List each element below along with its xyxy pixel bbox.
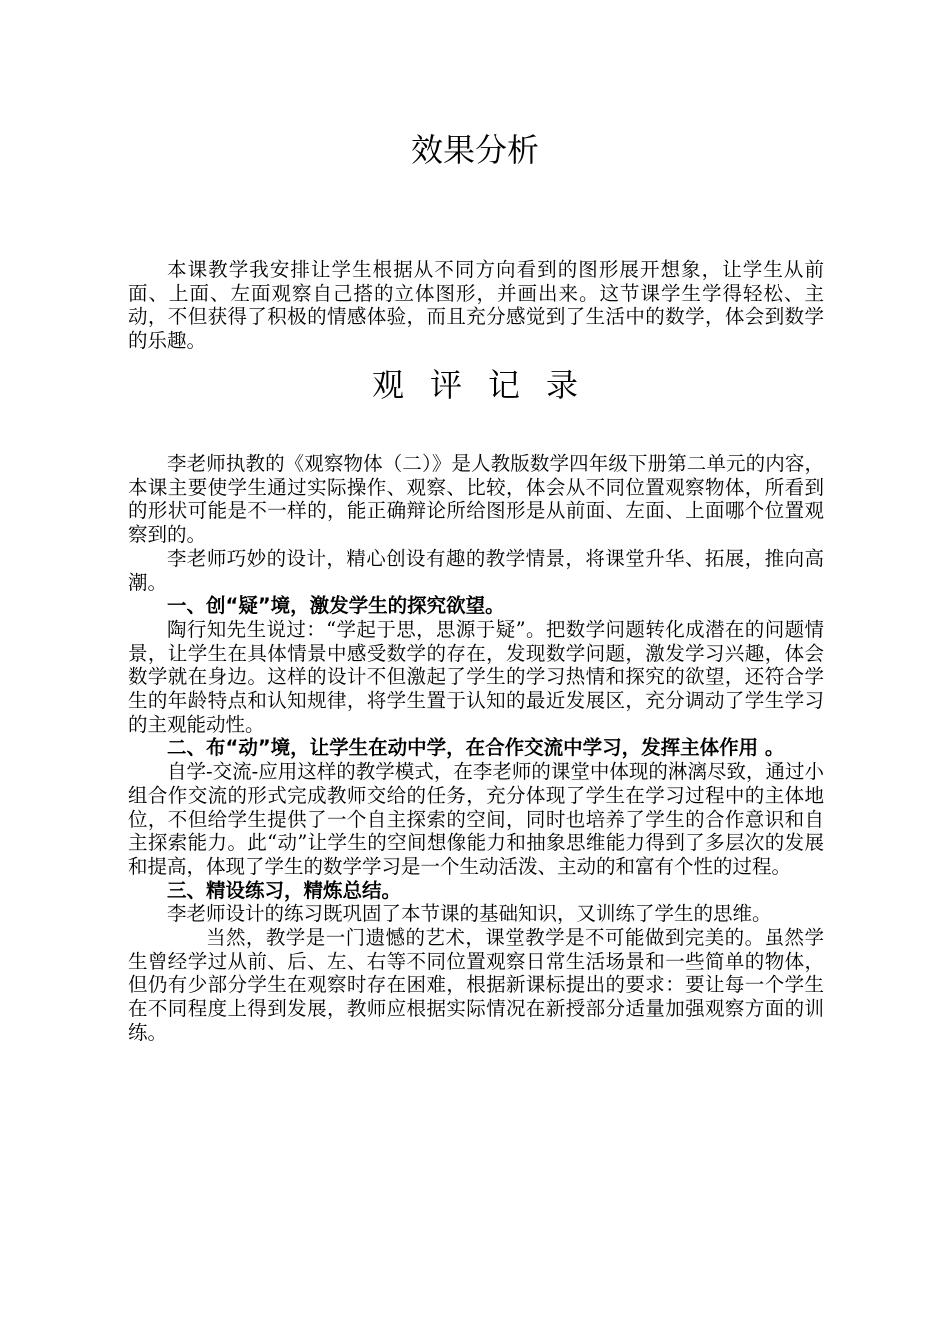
paragraph-3: 陶行知先生说过：“学起于思，思源于疑”。把数学问题转化成潜在的问题情景，让学生在具体情景中感受数学的存在，发现数学问题，激发学习兴趣，体会数学就在身边。这样的设计不但激起了学生的学习热情和探究的欲望，还符合学生的年龄特点和认知规律，将学生置于认知的最近发展区，充分调动了学生学习的主观能动性。 [128,617,824,736]
heading-1: 一、创“疑”境，激发学生的探究欲望。 [167,594,505,618]
paragraph-6: 当然，教学是一门遗憾的艺术，课堂教学是不可能做到完美的。虽然学生曾经学过从前、后、左、右等不同位置观察日常生活场景和一些简单的物体，但仍有少部分学生在观察时存在困难，根据新课标提出的要求：要让每一个学生在不同程度上得到发展，教师应根据实际情况在新授部分适量加强观察方面的训练。 [128,926,824,1044]
paragraph-1: 李老师执教的《观察物体（二）》是人教版数学四年级下册第二单元的内容，本课主要使学生通过实际操作、观察、比较，体会从不同位置观察物体，所看到的形状可能是不一样的，能正确辩论所给图形是从前面、左面、上面哪个位置观察到的。 [128,452,824,547]
heading-2: 二、布“动”境，让学生在动中学，在合作交流中学习，发挥主体作用 。 [167,736,785,760]
review-section [128,452,824,1045]
heading-3: 三、精设练习，精炼总结。 [167,878,402,902]
intro-section [128,258,824,353]
section-title: 观评记录 [371,366,604,404]
paragraph-2: 李老师巧妙的设计，精心创设有趣的教学情景，将课堂升华、拓展，推向高潮。 [128,546,824,594]
page-title: 效果分析 [410,131,539,169]
intro-paragraph: 本课教学我安排让学生根据从不同方向看到的图形展开想象，让学生从前面、上面、左面观察自己搭的立体图形，并画出来。这节课学生学得轻松、主动，不但获得了积极的情感体验，而且充分感觉到了生活中的数学，体会到数学的乐趣。 [128,258,824,353]
paragraph-4: 自学-交流-应用这样的教学模式，在李老师的课堂中体现的淋漓尽致，通过小组合作交流的形式完成教师交给的任务，充分体现了学生在学习过程中的主体地位，不但给学生提供了一个自主探索的空间，同时也培养了学生的合作意识和自主探索能力。此“动”让学生的空间想像能力和抽象思维能力得到了多层次的发展和提高，体现了学生的数学学习是一个生动活泼、主动的和富有个性的过程。 [128,760,824,878]
paragraph-5: 李老师设计的练习既巩固了本节课的基础知识，又训练了学生的思维。 [167,902,772,926]
